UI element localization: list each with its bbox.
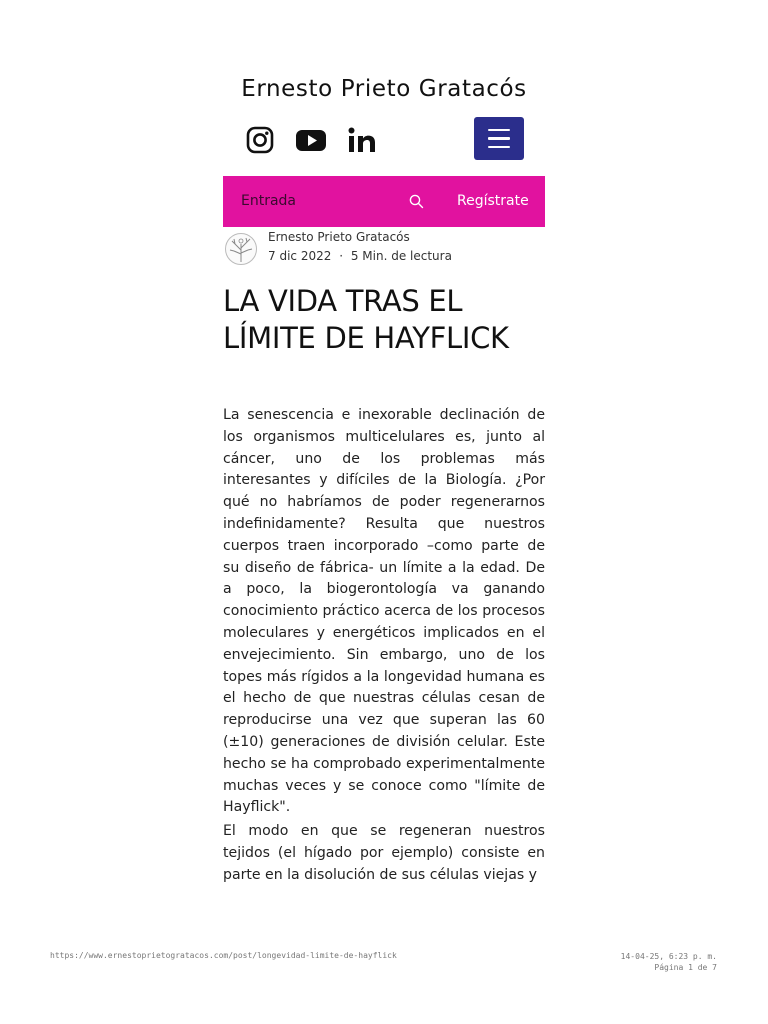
signup-button[interactable]: Regístrate xyxy=(457,193,529,209)
footer-url: https://www.ernestoprietogratacos.com/post/longevidad-limite-de-hayflick xyxy=(50,951,397,960)
nav-bar xyxy=(223,176,545,227)
read-time: 5 Min. de lectura xyxy=(350,249,452,263)
menu-button[interactable] xyxy=(474,117,524,160)
social-links xyxy=(245,120,377,160)
search-icon[interactable] xyxy=(409,194,424,209)
instagram-icon[interactable] xyxy=(245,125,275,155)
post-title-line-1: LA VIDA TRAS EL xyxy=(223,284,463,318)
author-avatar-icon[interactable] xyxy=(224,232,258,266)
author-name[interactable]: Ernesto Prieto Gratacós xyxy=(268,230,410,244)
post-paragraph-1: La senescencia e inexorable declinación de los organismos multicelulares es, junto al cáncer, uno de los problemas más interesantes y difíciles de la Biología. ¿Por qué no habríamos de poder regenerarnos indefinidamente? Resulta que nuestros cuerpos traen incorporado –como parte de su diseño de fábrica- un límite a la edad. De a poco, la biogerontología va ganando conocimiento práctico acerca de los procesos moleculares y energéticos implicados en el envejecimiento. Sin embargo, uno de los topes más rígidos a la longevidad humana es el hecho de que nuestras células cesan de reproducirse una vez que superan las 60 (±10) generaciones de división celular. Este hecho se ha comprobado experimentalmente muchas veces y se conoce como "límite de Hayflick". xyxy=(223,407,545,816)
footer-datetime: 14-04-25, 6:23 p. m. xyxy=(620,952,717,961)
youtube-icon[interactable] xyxy=(295,125,327,155)
post-paragraph-2: El modo en que se regeneran nuestros tejidos (el hígado por ejemplo) consiste en parte en la disolución de sus células viejas y xyxy=(223,823,545,883)
post-author-meta xyxy=(224,229,544,269)
footer-page-number: Página 1 de 7 xyxy=(654,963,717,972)
post-meta xyxy=(268,249,452,263)
post-date: 7 dic 2022 xyxy=(268,249,332,263)
meta-separator: · xyxy=(339,249,344,263)
footer-print-info xyxy=(621,951,717,973)
hamburger-icon xyxy=(488,129,510,132)
linkedin-icon[interactable] xyxy=(347,125,377,155)
post-title xyxy=(223,283,553,357)
post-title-line-2: LÍMITE DE HAYFLICK xyxy=(223,321,509,355)
nav-entry-link[interactable]: Entrada xyxy=(241,193,297,209)
site-title[interactable]: Ernesto Prieto Gratacós xyxy=(241,76,527,102)
